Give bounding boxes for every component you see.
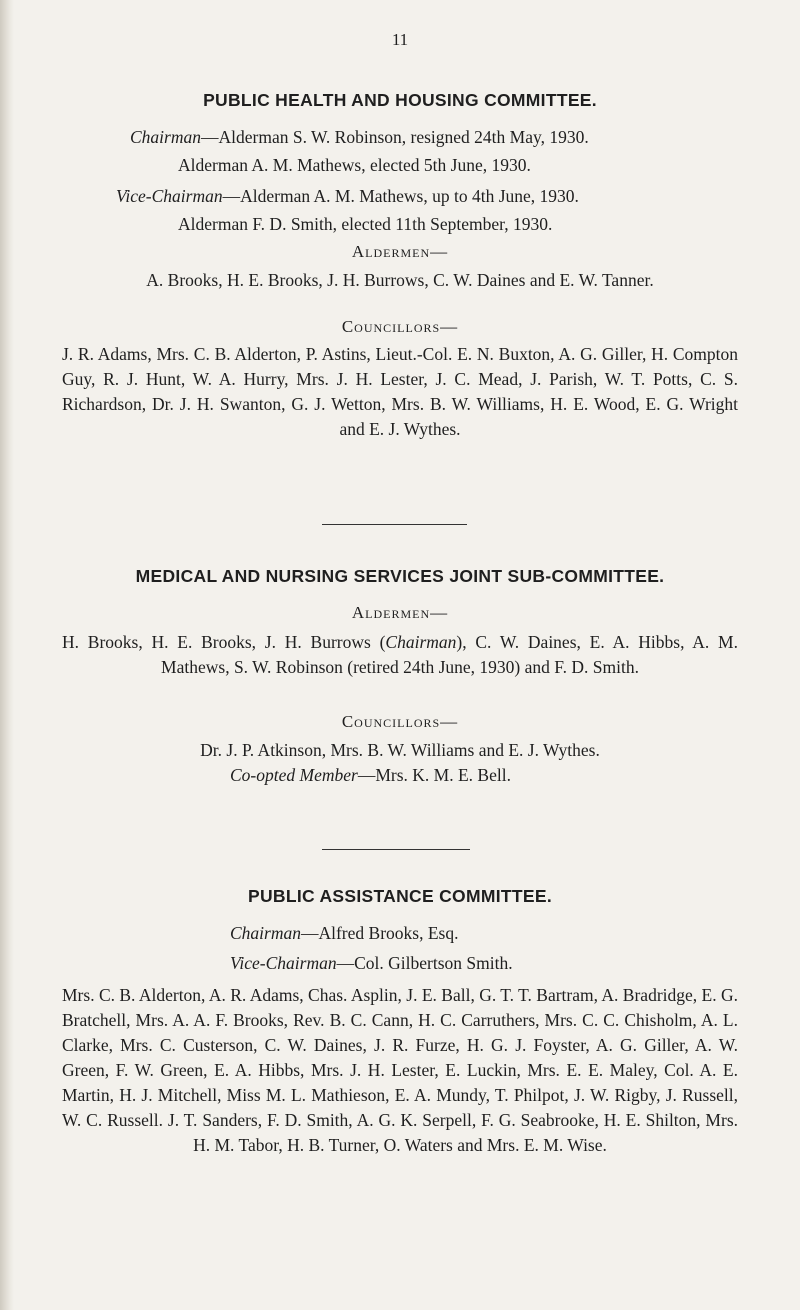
section-divider-rule [322, 524, 467, 525]
page-edge-shadow [0, 0, 14, 1310]
ph-vice-chairman-line [116, 186, 579, 207]
pa-vice-chairman-text: —Col. Gilbertson Smith. [336, 953, 513, 973]
public-assistance-heading: PUBLIC ASSISTANCE COMMITTEE. [248, 886, 552, 906]
pa-vice-chairman-label: Vice-Chairman [230, 953, 337, 973]
ph-aldermen-list: A. Brooks, H. E. Brooks, J. H. Burrows, C. W. Daines and E. W. Tanner. [146, 270, 654, 290]
med-coopted-text: —Mrs. K. M. E. Bell. [357, 765, 511, 785]
ph-aldermen-label: Aldermen— [351, 242, 449, 261]
med-aldermen-chairman: Chairman [385, 632, 457, 652]
ph-councillors-list: J. R. Adams, Mrs. C. B. Alderton, P. Astins, Lieut.-Col. E. N. Buxton, A. G. Giller, H. Compton Guy, R. J. Hunt, W. A. Hurry, Mrs. J. H. Lester, J. C. Mead, J. Parish, W. T. Potts, C. S. Richardson, Dr. J. H. Swanton, G. J. Wetton, Mrs. B. W. Williams, H. E. Wood, E. G. Wright and E. J. Wythes. [62, 344, 738, 439]
med-councillors-label: Councillors— [341, 712, 459, 731]
public-health-heading: PUBLIC HEALTH AND HOUSING COMMITTEE. [203, 90, 597, 110]
ph-chairman-text: —Alderman S. W. Robinson, resigned 24th May, 1930. [200, 127, 589, 147]
pa-vice-chairman-line [230, 953, 513, 974]
med-coopted-label: Co-opted Member [230, 765, 358, 785]
ph-vice-chairman-line-2: Alderman F. D. Smith, elected 11th September, 1930. [178, 214, 553, 234]
medical-heading: MEDICAL AND NURSING SERVICES JOINT SUB-COMMITTEE. [135, 566, 665, 586]
ph-chairman-label: Chairman [130, 127, 201, 147]
med-coopted-line [230, 765, 511, 786]
section-divider-rule [322, 849, 470, 850]
ph-vice-chairman-text: —Alderman A. M. Mathews, up to 4th June, 1930. [222, 186, 579, 206]
ph-chairman-line-2: Alderman A. M. Mathews, elected 5th June, 1930. [178, 155, 531, 175]
ph-vice-chairman-label: Vice-Chairman [116, 186, 223, 206]
med-councillors-list: Dr. J. P. Atkinson, Mrs. B. W. Williams and E. J. Wythes. [200, 740, 600, 760]
pa-members-list: Mrs. C. B. Alderton, A. R. Adams, Chas. Asplin, J. E. Ball, G. T. T. Bartram, A. Bradridge, E. G. Bratchell, Mrs. A. A. F. Brooks, Rev. B. C. Cann, H. C. Carruthers, Mrs. C. C. Chisholm, A. L. Clarke, Mrs. C. Custerson, C. W. Daines, J. R. Furze, H. G. J. Foyster, A. G. Giller, A. W. Green, F. W. Green, E. A. Hibbs, Mrs. J. H. Lester, E. Luckin, Mrs. E. E. Maley, Col. A. E. Martin, H. J. Mitchell, Miss M. L. Mathieson, E. A. Mundy, T. Philpot, J. W. Rigby, J. Russell, W. C. Russell. J. T. Sanders, F. D. Smith, A. G. K. Serpell, F. G. Seabrooke, H. E. Shilton, Mrs. H. M. Tabor, H. B. Turner, O. Waters and Mrs. E. M. Wise. [62, 985, 738, 1155]
pa-chairman-line [230, 923, 458, 944]
ph-councillors-label: Councillors— [341, 317, 459, 336]
ph-chairman-line [130, 127, 589, 148]
med-aldermen-part2: ), C. W. Daines, E. A. Hibbs, A. M. Mathews, S. W. Robinson (retired 24th June, 1930) and F. D. Smith. [161, 632, 738, 677]
page-number: 11 [391, 30, 409, 49]
med-aldermen-label: Aldermen— [351, 603, 449, 622]
pa-chairman-label: Chairman [230, 923, 301, 943]
med-aldermen-part1: H. Brooks, H. E. Brooks, J. H. Burrows ( [62, 632, 386, 652]
med-aldermen-list [62, 630, 738, 680]
pa-chairman-text: —Alfred Brooks, Esq. [300, 923, 459, 943]
